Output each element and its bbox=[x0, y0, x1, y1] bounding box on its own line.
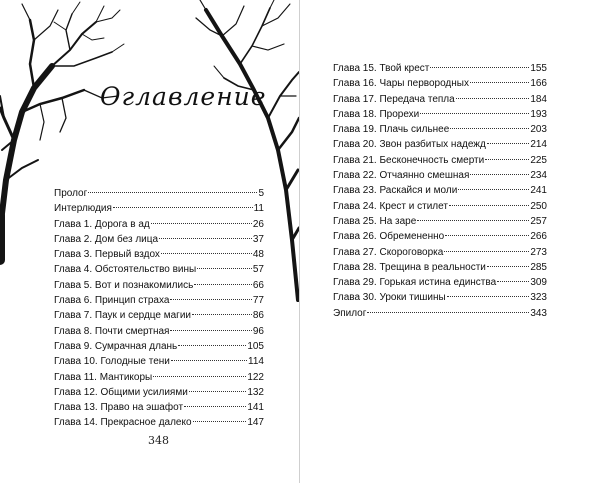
toc-entry bbox=[333, 260, 547, 275]
dot-leader bbox=[151, 222, 252, 224]
toc-entry-title: Глава 29. Горькая истина единства bbox=[333, 277, 497, 289]
toc-entry-title: Глава 28. Трещина в реальности bbox=[333, 261, 486, 273]
toc-entry-page-number: 203 bbox=[530, 124, 547, 136]
toc-entry-title: Глава 6. Принцип страха bbox=[54, 295, 170, 307]
dot-leader bbox=[430, 66, 529, 68]
toc-entry-title: Глава 5. Вот и познакомились bbox=[54, 279, 194, 291]
toc-entry-page-number: 86 bbox=[252, 310, 264, 322]
dot-leader bbox=[170, 298, 251, 300]
toc-entry-title: Глава 19. Плачь сильнее bbox=[333, 124, 450, 136]
dot-leader bbox=[88, 191, 257, 193]
toc-entry bbox=[54, 232, 264, 247]
toc-entry-page-number: 48 bbox=[252, 249, 264, 261]
toc-entry bbox=[333, 168, 547, 183]
dot-leader bbox=[450, 127, 529, 129]
toc-entry-page-number: 132 bbox=[247, 386, 264, 398]
toc-entry bbox=[333, 61, 547, 76]
toc-entry-title: Глава 17. Передача тепла bbox=[333, 93, 455, 105]
toc-entry bbox=[54, 217, 264, 232]
dot-leader bbox=[189, 390, 247, 392]
toc-entry bbox=[54, 339, 264, 354]
toc-entry bbox=[54, 308, 264, 323]
toc-entry bbox=[54, 247, 264, 262]
dot-leader bbox=[171, 359, 247, 361]
dot-leader bbox=[497, 280, 529, 282]
toc-entry bbox=[54, 262, 264, 277]
toc-entry bbox=[54, 293, 264, 308]
dot-leader bbox=[153, 375, 246, 377]
toc-entry bbox=[333, 245, 547, 260]
page-number: 348 bbox=[148, 434, 169, 447]
toc-entry-title: Глава 15. Твой крест bbox=[333, 63, 430, 74]
dot-leader bbox=[487, 142, 530, 144]
toc-entry bbox=[54, 415, 264, 430]
toc-entry-title: Эпилог bbox=[333, 307, 367, 319]
toc-entry-page-number: 257 bbox=[530, 215, 547, 227]
dot-leader bbox=[194, 283, 252, 285]
toc-entry-title: Глава 16. Чары первородных bbox=[333, 78, 469, 90]
toc-entry bbox=[54, 385, 264, 400]
toc-entry-title: Глава 20. Звон разбитых надежд bbox=[333, 139, 486, 151]
dot-leader bbox=[417, 219, 529, 221]
toc-entry-title: Интерлюдия bbox=[54, 203, 112, 215]
toc-entry-page-number: 155 bbox=[530, 63, 547, 74]
dot-leader bbox=[420, 112, 529, 114]
toc-entry bbox=[333, 275, 547, 290]
toc-entry-title: Глава 1. Дорога в ад bbox=[54, 218, 150, 230]
toc-entry bbox=[333, 92, 547, 107]
toc-entry-page-number: 26 bbox=[252, 218, 264, 230]
toc-entry-page-number: 184 bbox=[530, 93, 547, 105]
toc-entry-page-number: 323 bbox=[530, 292, 547, 304]
dot-leader bbox=[470, 81, 529, 83]
toc-entry-title: Глава 24. Крест и стилет bbox=[333, 200, 448, 212]
toc-entry bbox=[333, 214, 547, 229]
toc-entry-title: Глава 3. Первый вздох bbox=[54, 249, 160, 261]
dot-leader bbox=[192, 313, 252, 315]
toc-entry-page-number: 214 bbox=[530, 139, 547, 151]
toc-entry bbox=[333, 229, 547, 244]
toc-entry-title: Глава 21. Бесконечность смерти bbox=[333, 154, 485, 166]
dot-leader bbox=[193, 420, 247, 422]
toc-entry-page-number: 285 bbox=[530, 261, 547, 273]
toc-entry bbox=[333, 137, 547, 152]
toc-entry-title: Глава 9. Сумрачная длань bbox=[54, 340, 178, 352]
toc-entry-page-number: 114 bbox=[248, 356, 264, 368]
toc-entry bbox=[54, 370, 264, 385]
toc-entry-page-number: 5 bbox=[258, 188, 264, 199]
toc-entry bbox=[333, 183, 547, 198]
dot-leader bbox=[456, 97, 530, 99]
toc-entry-title: Глава 26. Обремененно bbox=[333, 231, 445, 243]
dot-leader bbox=[444, 250, 529, 252]
toc-entry-page-number: 309 bbox=[530, 277, 547, 289]
toc-entry-title: Глава 8. Почти смертная bbox=[54, 325, 170, 337]
toc-entry-page-number: 66 bbox=[252, 279, 264, 291]
toc-entry-page-number: 122 bbox=[247, 371, 264, 383]
toc-entry-title: Глава 30. Уроки тишины bbox=[333, 292, 446, 304]
toc-entry-page-number: 193 bbox=[530, 108, 547, 120]
dot-leader bbox=[485, 158, 529, 160]
toc-entry-page-number: 37 bbox=[252, 233, 264, 245]
toc-entry-page-number: 96 bbox=[252, 325, 264, 337]
toc-entry bbox=[333, 290, 547, 305]
page-title: Оглавление bbox=[100, 82, 267, 111]
toc-entry-title: Глава 12. Общими усилиями bbox=[54, 386, 188, 398]
toc-entry-page-number: 166 bbox=[530, 78, 547, 90]
toc-entry bbox=[54, 201, 264, 216]
dot-leader bbox=[113, 206, 253, 208]
toc-entry bbox=[333, 199, 547, 214]
toc-entry-page-number: 141 bbox=[247, 402, 264, 414]
toc-entry-title: Глава 4. Обстоятельство вины bbox=[54, 264, 197, 276]
toc-entry-page-number: 273 bbox=[530, 246, 547, 258]
dot-leader bbox=[178, 344, 246, 346]
toc-entry-title: Глава 25. На заре bbox=[333, 215, 417, 227]
toc-entry-title: Глава 18. Прорехи bbox=[333, 108, 420, 120]
toc-entry-title: Глава 11. Мантикоры bbox=[54, 371, 153, 383]
toc-entry bbox=[333, 122, 547, 137]
dot-leader bbox=[159, 237, 252, 239]
toc-entry-title: Глава 14. Прекрасное далеко bbox=[54, 417, 192, 429]
toc-entry-page-number: 234 bbox=[530, 170, 547, 182]
toc-entry bbox=[54, 354, 264, 369]
toc-entry-page-number: 147 bbox=[247, 417, 264, 429]
toc-entry bbox=[333, 153, 547, 168]
toc-entry-title: Глава 10. Голодные тени bbox=[54, 356, 170, 368]
toc-entry-page-number: 343 bbox=[530, 307, 547, 319]
toc-entry-page-number: 250 bbox=[530, 200, 547, 212]
toc-entry-page-number: 105 bbox=[247, 340, 264, 352]
toc-entry-title: Глава 7. Паук и сердце магии bbox=[54, 310, 192, 322]
toc-entry-page-number: 241 bbox=[530, 185, 547, 197]
toc-entry-title: Пролог bbox=[54, 188, 88, 199]
toc-entry-title: Глава 27. Скороговорка bbox=[333, 246, 444, 258]
toc-list-left bbox=[54, 186, 264, 431]
toc-entry-page-number: 266 bbox=[530, 231, 547, 243]
toc-entry bbox=[54, 278, 264, 293]
toc-entry-title: Глава 22. Отчаянно смешная bbox=[333, 170, 470, 182]
dot-leader bbox=[458, 188, 529, 190]
toc-entry-page-number: 225 bbox=[530, 154, 547, 166]
dot-leader bbox=[447, 295, 530, 297]
right-page bbox=[300, 0, 600, 483]
dot-leader bbox=[445, 234, 529, 236]
toc-list-right bbox=[333, 61, 547, 321]
toc-entry bbox=[54, 324, 264, 339]
dot-leader bbox=[449, 204, 529, 206]
toc-entry-title: Глава 2. Дом без лица bbox=[54, 233, 159, 245]
toc-entry-title: Глава 23. Раскайся и моли bbox=[333, 185, 458, 197]
dot-leader bbox=[197, 267, 252, 269]
toc-entry bbox=[333, 107, 547, 122]
toc-entry bbox=[333, 306, 547, 321]
dot-leader bbox=[161, 252, 252, 254]
toc-entry bbox=[333, 76, 547, 91]
dot-leader bbox=[170, 329, 251, 331]
toc-entry-page-number: 57 bbox=[252, 264, 264, 276]
toc-entry bbox=[54, 400, 264, 415]
dot-leader bbox=[367, 311, 529, 313]
toc-entry-page-number: 11 bbox=[253, 203, 264, 215]
toc-entry bbox=[54, 186, 264, 201]
toc-entry-page-number: 77 bbox=[252, 295, 264, 307]
dot-leader bbox=[470, 173, 529, 175]
dot-leader bbox=[184, 405, 246, 407]
toc-entry-title: Глава 13. Право на эшафот bbox=[54, 402, 184, 414]
dot-leader bbox=[487, 265, 529, 267]
